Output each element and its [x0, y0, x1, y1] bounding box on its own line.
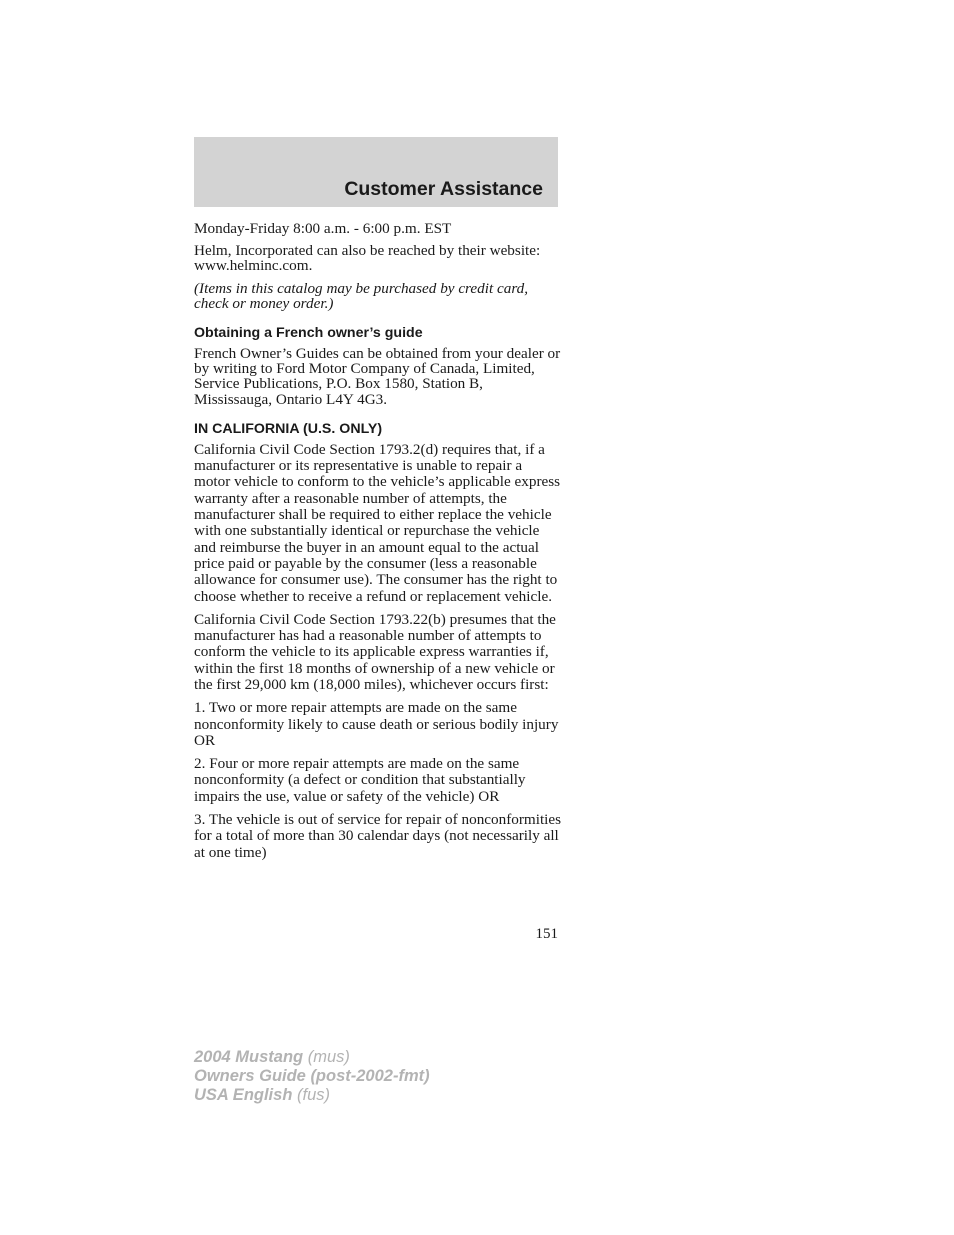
footer-line-model: [194, 1048, 430, 1067]
california-paragraph-1: California Civil Code Section 1793.2(d) requires that, if a manufacturer or its representative is unable to repair a motor vehicle to conform to the vehicle’s applicable express warranty after a reasonable number of attempts, the manufacturer shall be required to either replace the vehicle with one substantially identical or repurchase the vehicle and reimburse the buyer in an amount equal to the actual price paid or payable by the consumer (less a reasonable allowance for consumer use). The consumer has the right to choose whether to receive a refund or replacement vehicle.: [194, 440, 561, 605]
french-guide-heading: Obtaining a French owner’s guide: [194, 325, 423, 342]
footer-model: 2004 Mustang: [194, 1048, 304, 1066]
footer-language-code: (fus): [297, 1086, 330, 1104]
california-heading: IN CALIFORNIA (U.S. ONLY): [194, 420, 383, 437]
catalog-note: (Items in this catalog may be purchased by credit card, check or money order.): [194, 279, 529, 312]
document-footer: [194, 1048, 430, 1105]
list-item-3: 3. The vehicle is out of service for repair of nonconformities for a total of more than 30 calendar days (not necessarily all at one time): [194, 811, 562, 861]
list-item-1: 1. Two or more repair attempts are made on the same nonconformity likely to cause death or serious bodily injury OR: [194, 699, 559, 749]
page-content: [194, 221, 562, 868]
list-item-2: 2. Four or more repair attempts are made on the same nonconformity (a defect or condition that substantially impairs the use, value or safety of the vehicle) OR: [194, 755, 526, 805]
helm-website-text: Helm, Incorporated can also be reached by their website: www.helminc.com.: [194, 242, 541, 275]
page-number: 151: [535, 926, 558, 942]
section-title: Customer Assistance: [344, 178, 543, 200]
california-paragraph-2: California Civil Code Section 1793.22(b) presumes that the manufacturer has had a reasonable number of attempts to conform the vehicle to its applicable express warranties if, within the first 18 months of ownership of a new vehicle or the first 29,000 km (18,000 miles), whichever occurs first:: [194, 610, 556, 693]
footer-language: USA English: [194, 1086, 293, 1104]
footer-guide: Owners Guide (post-2002-fmt): [194, 1067, 430, 1085]
footer-line-guide: [194, 1067, 430, 1086]
section-header-bar: [194, 137, 558, 207]
french-guide-text: French Owner’s Guides can be obtained from your dealer or by writing to Ford Motor Company of Canada, Limited, Service Publications, P.O. Box 1580, Station B, Mississauga, Ontario L4Y 4G3.: [194, 345, 561, 408]
footer-model-code: (mus): [307, 1048, 350, 1066]
hours-text: Monday-Friday 8:00 a.m. - 6:00 p.m. EST: [194, 220, 452, 237]
footer-line-language: [194, 1086, 430, 1105]
